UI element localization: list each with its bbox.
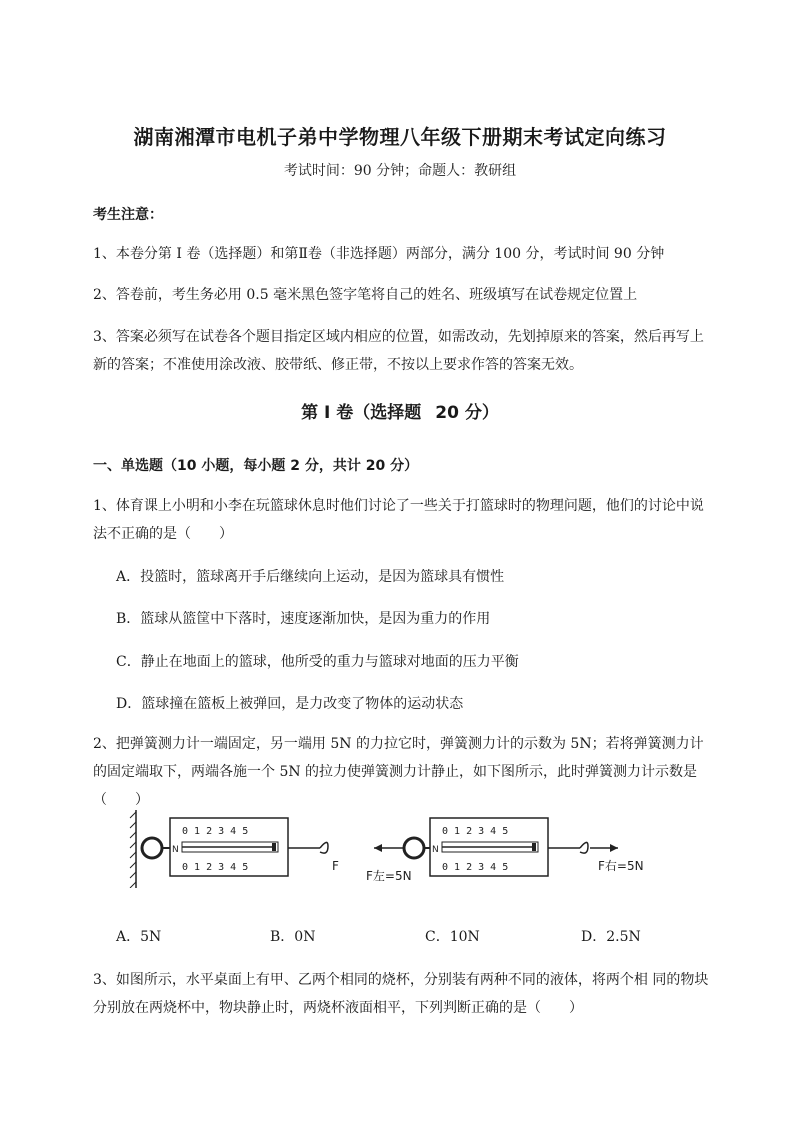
- wall-hatching: [130, 812, 136, 888]
- section-title: [0, 398, 800, 423]
- spring-scale-figure: [128, 808, 648, 888]
- fixed-scale-diagram: [130, 810, 339, 888]
- question-1-stem: 1、体育课上小明和小李在玩篮球休息时他们讨论了一些关于打篮球时的物理问题，他们的讨论中说法不正确的是（ ）: [93, 498, 704, 542]
- question-3-stem: 3、如图所示，水平桌面上有甲、乙两个相同的烧杯，分别装有两种不同的液体，将两个相 同的物块分别放在两烧杯中，物块静止时，两烧杯液面相平，下列判断正确的是（ ）: [93, 972, 709, 1016]
- part-heading: 一、单选题（10 小题，每小题 2 分，共计 20 分）: [93, 458, 419, 474]
- question-1-option-c: C．静止在地面上的篮球，他所受的重力与篮球对地面的压力平衡: [116, 654, 519, 670]
- notice-heading: 考生注意：: [93, 207, 163, 223]
- section-title-main: 第 I 卷（选择题: [301, 403, 422, 423]
- question-1-option-d: D．篮球撞在篮板上被弹回，是力改变了物体的运动状态: [116, 696, 464, 712]
- scale-top-numbers-right: 0 1 2 3 4 5: [442, 826, 509, 837]
- question-2-option-a: A．5N: [116, 929, 162, 945]
- notice-item-1: 1、本卷分第 I 卷（选择题）和第Ⅱ卷（非选择题）两部分，满分 100 分，考试时间 90 分钟: [93, 246, 665, 262]
- question-2-option-d: D．2.5N: [581, 929, 641, 945]
- zero-marker-left: N: [172, 845, 179, 855]
- hook-left: [320, 842, 328, 853]
- question-2-option-b: B．0N: [270, 929, 316, 945]
- question-1-option-a: A．投篮时，篮球离开手后继续向上运动，是因为篮球具有惯性: [116, 569, 505, 585]
- force-label-f: F: [332, 859, 339, 873]
- zero-marker-right: N: [432, 845, 439, 855]
- scale-top-numbers-left: 0 1 2 3 4 5: [182, 826, 249, 837]
- notice-item-3: 3、答案必须写在试卷各个题目指定区域内相应的位置，如需改动，先划掉原来的答案，然后再写上新的答案；不准使用涂改液、胶带纸、修正带，不按以上要求作答的答案无效。: [93, 329, 704, 373]
- force-label-right: F右=5N: [598, 859, 644, 873]
- question-2-stem: 2、把弹簧测力计一端固定，另一端用 5N 的力拉它时，弹簧测力计的示数为 5N；若将弹簧测力计的固定端取下，两端各施一个 5N 的拉力使弹簧测力计静止，如下图所示，此时弹簧测力计示数是（ ）: [93, 736, 704, 808]
- question-1-option-b: B．篮球从篮筐中下落时，速度逐渐加快，是因为重力的作用: [116, 611, 491, 627]
- scale-bottom-numbers-left: 0 1 2 3 4 5: [182, 862, 249, 873]
- exam-subtitle: 考试时间：90 分钟；命题人：教研组: [283, 163, 517, 179]
- left-arrow-head: [374, 844, 382, 852]
- free-scale-diagram: [366, 818, 644, 883]
- right-arrow-head: [610, 844, 618, 852]
- right-scale-ring: [404, 838, 424, 858]
- scale-bottom-numbers-right: 0 1 2 3 4 5: [442, 862, 509, 873]
- exam-title: 湖南湘潭市电机子弟中学物理八年级下册期末考试定向练习: [133, 125, 667, 149]
- question-2-option-c: C．10N: [425, 929, 480, 945]
- force-label-left: F左=5N: [366, 869, 412, 883]
- notice-item-2: 2、答卷前，考生务必用 0.5 毫米黑色签字笔将自己的姓名、班级填写在试卷规定位置上: [93, 287, 638, 303]
- section-title-score: 20 分）: [435, 403, 499, 423]
- hook-right: [580, 842, 588, 853]
- left-ring: [142, 838, 162, 858]
